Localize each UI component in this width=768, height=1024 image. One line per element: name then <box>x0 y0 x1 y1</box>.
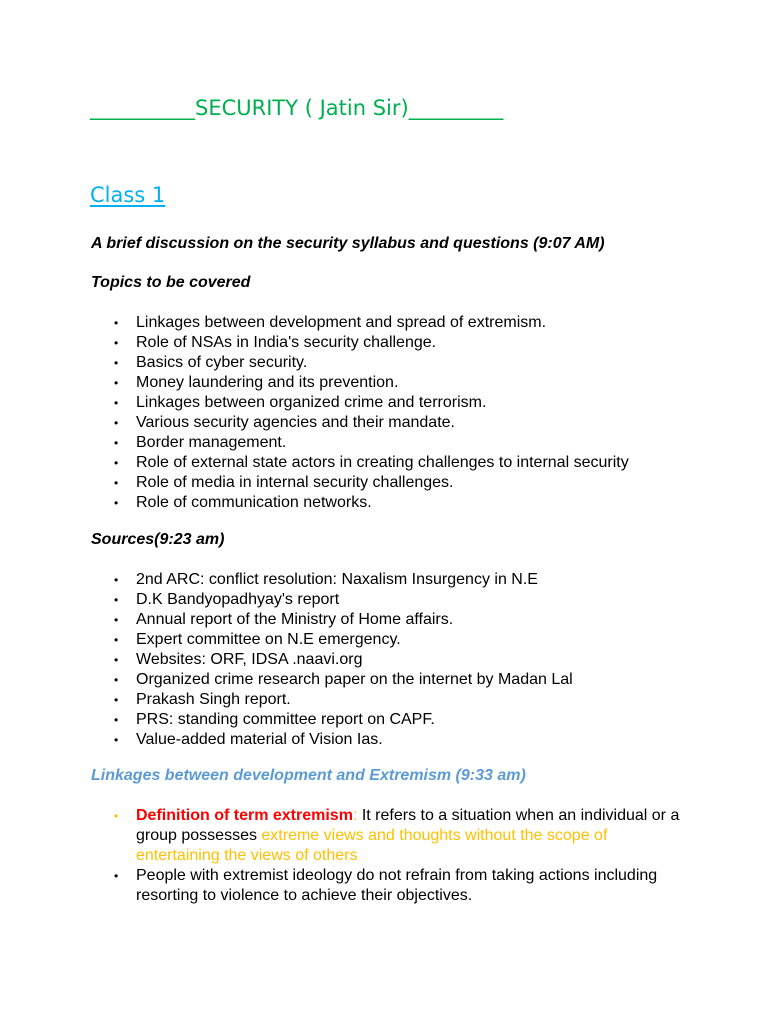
bullet-icon: • <box>114 713 119 727</box>
list-item: • Various security agencies and their mandate. <box>114 414 455 431</box>
bullet-icon: • <box>114 496 119 510</box>
intro-heading: A brief discussion on the security syllabus and questions (9:07 AM) <box>91 235 605 252</box>
topics-heading: Topics to be covered <box>91 274 251 291</box>
bullet-icon: • <box>114 653 119 667</box>
list-item: • Linkages between development and spread of extremism. <box>114 314 547 331</box>
extremist-point-text: People with extremist ideology do not refrain from taking actions including resorting to violence to achieve their objectives. <box>136 867 658 904</box>
list-item: • Value-added material of Vision Ias. <box>114 731 383 748</box>
list-item: • Expert committee on N.E emergency. <box>114 631 401 648</box>
definition-highlight: extreme views and thoughts without the scope of entertaining the views of others <box>136 827 608 864</box>
bullet-icon: • <box>114 673 119 687</box>
bullet-icon: • <box>114 869 119 883</box>
bullet-icon: • <box>114 809 119 823</box>
bullet-icon: • <box>114 456 119 470</box>
list-item: • Prakash Singh report. <box>114 691 291 708</box>
bullet-icon: • <box>114 476 119 490</box>
bullet-icon: • <box>114 593 119 607</box>
sources-heading: Sources(9:23 am) <box>91 531 225 548</box>
list-item: • Role of external state actors in creating challenges to internal security <box>114 454 629 471</box>
list-item: • Role of communication networks. <box>114 494 372 511</box>
definition-term: Definition of term extremism <box>136 807 353 824</box>
bullet-icon: • <box>114 416 119 430</box>
list-item: • Annual report of the Ministry of Home affairs. <box>114 611 454 628</box>
bullet-icon: • <box>114 396 119 410</box>
list-item: • Basics of cyber security. <box>114 354 308 371</box>
bullet-icon: • <box>114 376 119 390</box>
bullet-icon: • <box>114 436 119 450</box>
bullet-icon: • <box>114 633 119 647</box>
bullet-icon: • <box>114 693 119 707</box>
list-item: • Role of NSAs in India's security challenge. <box>114 334 437 351</box>
list-item: • Border management. <box>114 434 287 451</box>
document-title: __________SECURITY ( Jatin Sir)_________ <box>90 96 504 120</box>
topics-list <box>110 313 629 513</box>
definition-text: It refers to a situation when an individual or a group possesses <box>136 807 680 844</box>
bullet-icon: • <box>114 573 119 587</box>
extremism-list <box>110 806 686 906</box>
list-item: • 2nd ARC: conflict resolution: Naxalism Insurgency in N.E <box>114 571 538 588</box>
bullet-icon: • <box>114 316 119 330</box>
list-item: • Organized crime research paper on the internet by Madan Lal <box>114 671 573 688</box>
list-item <box>110 866 686 906</box>
definition-item <box>110 806 686 866</box>
bullet-icon: • <box>114 613 119 627</box>
bullet-icon: • <box>114 356 119 370</box>
bullet-icon: • <box>114 733 119 747</box>
list-item: • Linkages between organized crime and terrorism. <box>114 394 487 411</box>
linkages-heading: Linkages between development and Extremism (9:33 am) <box>91 767 526 784</box>
list-item: • D.K Bandyopadhyay's report <box>114 591 340 608</box>
list-item: • Role of media in internal security challenges. <box>114 474 454 491</box>
definition-colon: : <box>352 807 358 824</box>
list-item: • Websites: ORF, IDSA .naavi.org <box>114 651 363 668</box>
bullet-icon: • <box>114 336 119 350</box>
sources-list <box>110 570 573 750</box>
class-heading: Class 1 <box>90 183 166 207</box>
list-item: • PRS: standing committee report on CAPF. <box>114 711 435 728</box>
list-item: • Money laundering and its prevention. <box>114 374 399 391</box>
